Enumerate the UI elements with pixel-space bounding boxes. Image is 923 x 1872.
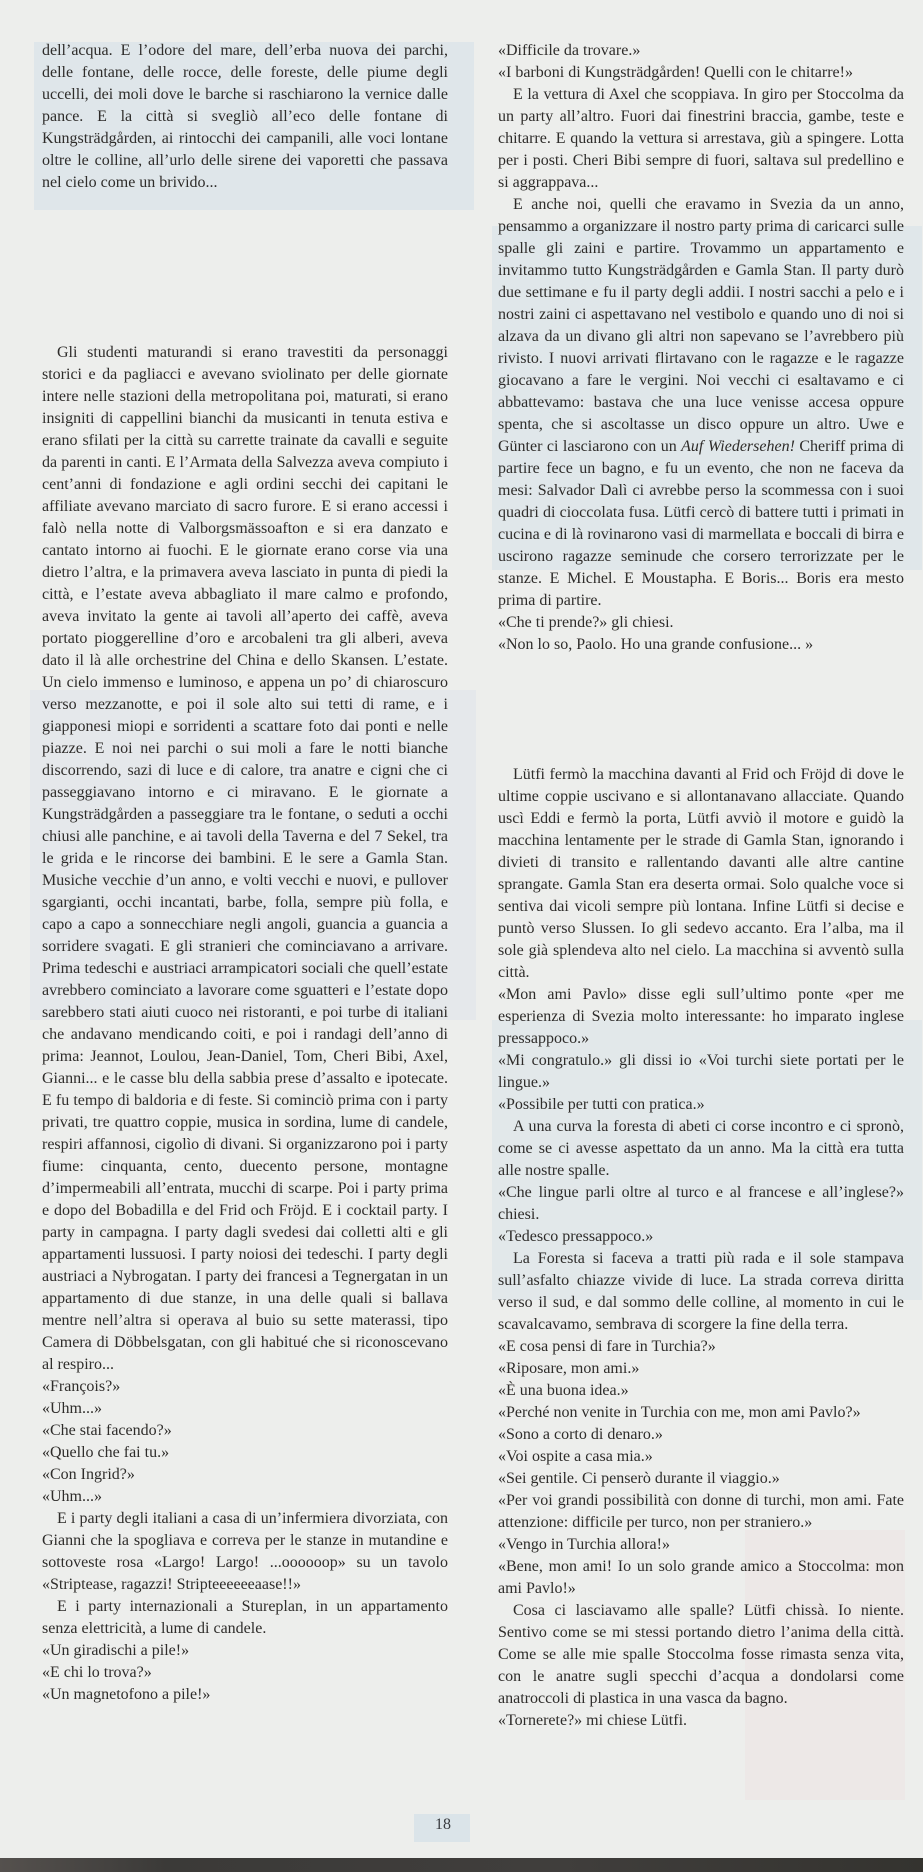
dialogue-line: «Mi congratulo.» gli dissi io «Voi turchi siete portati per le lingue.» (498, 1052, 904, 1091)
dialogue-line: «Mon ami Pavlo» disse egli sull’ultimo ponte «per me esperienza di Svezia molto interessante: ho imparato inglese pressappoco.» (498, 986, 904, 1047)
page-number: 18 (435, 1816, 451, 1833)
dialogue-line: «Un magnetofono a pile!» (42, 1686, 211, 1703)
dialogue-line: «Per voi grandi possibilità con donne di turchi, mon ami. Fate attenzione: difficile per turco, non per straniero.» (498, 1492, 904, 1531)
dialogue-line: «E chi lo trova?» (42, 1664, 152, 1681)
dialogue-line: «È una buona idea.» (498, 1382, 629, 1399)
dialogue-line: «Possibile per tutti con pratica.» (498, 1096, 705, 1113)
dialogue-line: «Tornerete?» mi chiese Lütfi. (498, 1712, 688, 1729)
dialogue-line: «Che ti prende?» gli chiesi. (498, 614, 674, 631)
dialogue-line: «Uhm...» (42, 1400, 102, 1417)
dialogue-line: «Con Ingrid?» (42, 1466, 135, 1483)
paragraph: E i party internazionali a Stureplan, in un appartamento senza elettricità, a lume di candele. (42, 1598, 448, 1637)
right-column (498, 40, 904, 1732)
paragraph: A una curva la foresta di abeti ci corse incontro e ci spronò, come se ci avesse aspettato da un anno. Ma la città era tutta alle nostre spalle. (498, 1118, 904, 1179)
paragraph: Lütfi fermò la macchina davanti al Frid och Fröjd di dove le ultime coppie uscivano e si allontanavano allacciate. Quando uscì Eddi e fermò la porta, Lütfi avviò il motore e guidò la macchina lentamente per le strade di Gamla Stan, ignorando i divieti di transito e rallentando davanti alle altre cantine sprangate. Gamla Stan era deserta ormai. Solo qualche voce si sentiva dai vicoli sempre più lontana. Infine Lütfi si decise e puntò verso Slussen. Io gli sedevo accanto. Era l’alba, ma il sole già splendeva alto nel cielo. La macchina si avventò sulla città. (498, 766, 904, 981)
paragraph: Cosa ci lasciavamo alle spalle? Lütfi chissà. Io niente. Sentivo come se mi stessi portando dietro l’anima della città. Come se alle mie spalle Stoccolma fosse rimasta senza vita, con le anatre sugli specchi d’acqua a dondolarsi come anatroccoli di plastica in una vasca da bagno. (498, 1602, 904, 1707)
dialogue-line: «I barboni di Kungsträdgården! Quelli con le chitarre!» (498, 64, 853, 81)
paragraph (498, 194, 904, 612)
dialogue-line: «Che lingue parli oltre al turco e al francese e all’inglese?» chiesi. (498, 1184, 904, 1223)
italic-text-run: Auf Wiedersehen! (681, 438, 795, 455)
dialogue-line: «E cosa pensi di fare in Turchia?» (498, 1338, 716, 1355)
dialogue-line: «Sei gentile. Ci penserò durante il viaggio.» (498, 1470, 780, 1487)
paragraph: E i party degli italiani a casa di un’infermiera divorziata, con Gianni che la spogliava e correva per le stanze in mutandine e sottoveste rosa «Largo! Largo! ...oooooop» su un tavolo «Striptease, ragazzi! Stripteeeeeeaase!!» (42, 1510, 448, 1593)
dialogue-line: «Uhm...» (42, 1488, 102, 1505)
scan-edge-bar (0, 1858, 923, 1872)
dialogue-line: «Tedesco pressappoco.» (498, 1228, 654, 1245)
dialogue-line: «Voi ospite a casa mia.» (498, 1448, 653, 1465)
dialogue-line: «Quello che fai tu.» (42, 1444, 170, 1461)
dialogue-line: «Riposare, mon ami.» (498, 1360, 640, 1377)
dialogue-line: «Bene, mon ami! Io un solo grande amico a Stoccolma: mon ami Pavlo!» (498, 1558, 904, 1597)
dialogue-line: «Sono a corto di denaro.» (498, 1426, 663, 1443)
paragraph: dell’acqua. E l’odore del mare, dell’erba nuova dei parchi, delle fontane, delle rocce, delle foreste, delle piume degli uccelli, dei moli dove le barche si raschiarono la vernice dalle pance. E la città si svegliò all’eco delle fontane di Kungsträdgården, ai rintocchi dei campanili, alle voci lontane oltre le colline, all’urlo delle sirene dei vaporetti che passava nel cielo come un brivido... (42, 42, 448, 191)
text-run: Cheriff prima di partire fece un bagno, e fu un evento, che non ne faceva da mesi: Salvador Dalì ci avrebbe perso la scommessa con i suoi quadri di cioccolata fusa. Lütfi cercò di battere tutti i primati in cucina e di là rovinarono vasi di marmellata e boccali di birra e uscirono ragazze seminude che corsero terrorizzate per le stanze. E Michel. E Moustapha. E Boris... Boris era mesto prima di partire. (498, 438, 904, 609)
dialogue-line: «Che stai facendo?» (42, 1422, 172, 1439)
paragraph: Gli studenti maturandi si erano travestiti da personaggi storici e da pagliacci e avevano sviolinato per delle giornate intere nelle stazioni della metropolitana poi, maturati, si erano insigniti di cappellini bianchi da musicanti in tenuta estiva e erano sfilati per la città su carrette trainate da cavalli e seguite da parenti in canti. E l’Armata della Salvezza aveva compiuto i cent’anni di fondazione e agli ordini secchi dei capitani le affiliate avevano marciato di sacro furore. E si erano accessi i falò nella notte di Valborgsmässoafton e si era danzato e cantato intorno ai fuochi. E le giornate erano corse via una dietro l’altra, e la primavera aveva lasciato in punta di piedi la città, e l’estate aveva abbagliato il mare calmo e profondo, aveva invitato la gente ai tavoli all’aperto dei caffè, aveva portato pioggerelline d’oro e arcobaleni tra gli alberi, aveva dato il là alle orchestrine del China e dello Skansen. L’estate. Un cielo immenso e luminoso, e appena un po’ di chiaroscuro verso mezzanotte, e poi il sole alto sui tetti di rame, e i giapponesi miopi e sorridenti a scattare foto dai ponti e nelle piazze. E noi nei parchi o sui moli a fare le notti bianche discorrendo, sazi di luce e di calore, tra anatre e cigni che ci passeggiavano intorno e ci miravano. E le giornate a Kungsträdgården a passeggiare tra le fontane, o seduti a occhi chiusi alle panchine, e ai tavoli della Taverna e del 7 Sekel, tra le grida e le rincorse dei bambini. E le sere a Gamla Stan. Musiche vecchie d’un anno, e volti vecchi e nuovi, e pullover sgargianti, occhi incantati, barbe, folla, sempre più folla, e capo a capo a sonnecchiare negli angoli, guancia a guancia a sorridere svagati. E gli stranieri che cominciavano a arrivare. Prima tedeschi e austriaci arrampicatori sociali che quell’estate avrebbero cominciato a lavorare come sguatteri e l’estate dopo sarebbero stati aiuti cuoco nei ristoranti, e poi turbe di italiani che andavano mendicando coiti, e poi i randagi dell’anno di prima: Jeannot, Loulou, Jean-Daniel, Tom, Cheri Bibi, Axel, Gianni... e le casse blu della sabbia prese d’assalto e ipotecate. E fu tempo di baldoria e di feste. Si cominciò prima con i party privati, tre quattro coppie, musica in sordina, lume di candele, respiri affannosi, cigolìo di divani. Si organizzarono poi i party fiume: cinquanta, cento, duecento persone, montagne d’impermeabili all’entrata, mucchi di scarpe. Poi i party prima e dopo del Bobadilla e del Frid och Fröjd. E i cocktail party. I party in campagna. I party dagli svedesi dai colletti alti e gli appartamenti lussuosi. I party noiosi dei tedeschi. I party degli austriaci a Nybrogatan. I party dei francesi a Tegnergatan in un appartamento di due stanze, in una delle quali si ballava mentre nell’altra si operava al buio su sette materassi, tipo Camera di Döbbelsgatan, con gli habitué che si riconoscevano al respiro... (42, 344, 448, 1373)
paragraph: E la vettura di Axel che scoppiava. In giro per Stoccolma da un party all’altro. Fuori dai finestrini braccia, gambe, teste e chitarre. E quando la vettura si arrestava, giù a spingere. Lotta per i posti. Cheri Bibi sempre di fuori, saltava sul predellino e si aggrappava... (498, 86, 904, 191)
dialogue-line: «Difficile da trovare.» (498, 42, 641, 59)
dialogue-line: «François?» (42, 1378, 121, 1395)
text-run: E anche noi, quelli che eravamo in Svezia da un anno, pensammo a organizzare il nostro party prima di caricarci sulle spalle gli zaini e partire. Trovammo un appartamento e invitammo tutto Kungsträdgården e Gamla Stan. Il party durò due settimane e fu il party degli addii. I nostri sacchi a pelo e i nostri zaini ci aspettavano nel vestibolo e quando uno di noi si alzava da un divano gli altri non sapevano se l’avrebbero più rivisto. I nuovi arrivati flirtavano con le ragazze e le ragazze giocavano a fare le vergini. Noi vecchi ci esaltavamo e ci abbattevamo: bastava che una luce venisse accesa oppure spenta, che si ascoltasse un disco oppure un altro. Uwe e Günter ci lasciarono con un (498, 196, 904, 455)
section-gap (498, 656, 904, 764)
dialogue-line: «Non lo so, Paolo. Ho una grande confusione... » (498, 636, 814, 653)
section-gap (42, 194, 448, 342)
dialogue-line: «Perché non venite in Turchia con me, mon ami Pavlo?» (498, 1404, 861, 1421)
dialogue-line: «Un giradischi a pile!» (42, 1642, 190, 1659)
paragraph: La Foresta si faceva a tratti più rada e il sole stampava sull’asfalto chiazze vivide di luce. La strada correva diritta verso il sud, e dal sommo delle colline, al momento in cui le scavalcavamo, sembrava di scorgere la fine della terra. (498, 1250, 904, 1333)
dialogue-line: «Vengo in Turchia allora!» (498, 1536, 670, 1553)
left-column (42, 40, 448, 1706)
